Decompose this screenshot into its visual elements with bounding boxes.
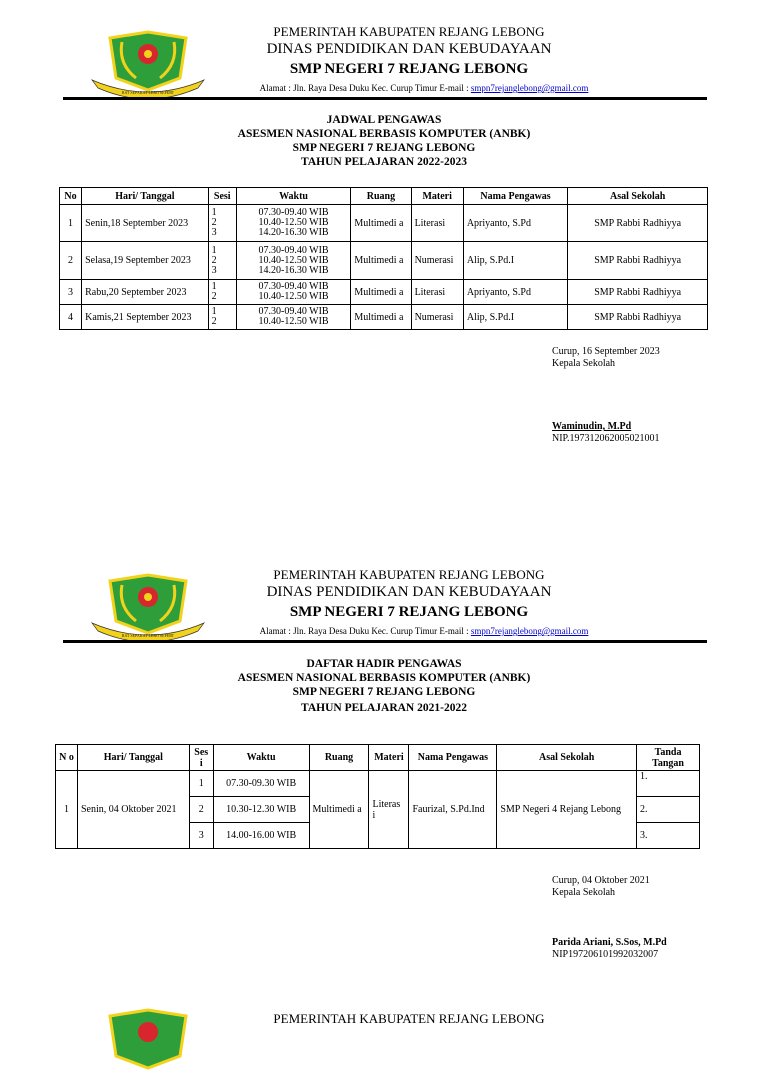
col-header: Ruang — [351, 188, 411, 205]
signer-role: Kepala Sekolah — [552, 358, 616, 369]
cell-no: 3 — [60, 280, 82, 305]
cell-sesi: 1 2 — [208, 305, 236, 330]
cell-waktu: 07.30-09.40 WIB 10.40-12.50 WIB 14.20-16.30 WIB — [236, 242, 351, 280]
table-row — [60, 205, 708, 242]
email-link[interactable]: smpn7rejanglebong@gmail.com — [470, 626, 589, 636]
doc1-title-line: ASESMEN NASIONAL BERBASIS KOMPUTER (ANBK) — [237, 128, 531, 140]
address-line — [0, 626, 768, 636]
col-header: Waktu — [236, 188, 351, 205]
cell-materi: Literasi — [411, 205, 463, 242]
cell-sekolah: SMP Rabbi Radhiyya — [568, 305, 708, 330]
gov-line: PEMERINTAH KABUPATEN REJANG LEBONG — [273, 1011, 545, 1026]
cell-ruang: Multimedi a — [351, 242, 411, 280]
cell-sesi: 2 — [189, 797, 213, 823]
cell-waktu: 07.30-09.30 WIB — [213, 771, 309, 797]
cell-materi: Numerasi — [411, 242, 463, 280]
header-rule — [63, 640, 707, 643]
table-row — [60, 242, 708, 280]
cell-sesi: 1 — [189, 771, 213, 797]
col-header: N o — [56, 745, 78, 771]
dept-line: DINAS PENDIDIKAN DAN KEBUDAYAAN — [266, 584, 552, 600]
doc2-title-line: TAHUN PELAJARAN 2021-2022 — [301, 702, 467, 714]
col-header: Hari/ Tanggal — [82, 188, 209, 205]
doc2-title-line: DAFTAR HADIR PENGAWAS — [306, 658, 462, 670]
school-line: SMP NEGERI 7 REJANG LEBONG — [289, 604, 529, 620]
col-header: Waktu — [213, 745, 309, 771]
col-header: Nama Pengawas — [409, 745, 497, 771]
cell-no: 1 — [60, 205, 82, 242]
col-header: Hari/ Tanggal — [77, 745, 189, 771]
cell-pengawas: Apriyanto, S.Pd — [463, 280, 567, 305]
signer-nip: NIP.197312062005021001 — [552, 433, 660, 444]
cell-ruang: Multimedi a — [351, 205, 411, 242]
signature-block-2 — [552, 875, 650, 899]
col-header: Nama Pengawas — [463, 188, 567, 205]
cell-ttd: 2. — [637, 797, 700, 823]
dept-line: DINAS PENDIDIKAN DAN KEBUDAYAAN — [266, 41, 552, 57]
cell-hari: Senin,18 September 2023 — [82, 205, 209, 242]
cell-waktu: 07.30-09.40 WIB 10.40-12.50 WIB — [236, 305, 351, 330]
signer-name: Parida Ariani, S.Sos, M.Pd — [552, 937, 667, 948]
table-row — [56, 771, 700, 797]
cell-pengawas: Alip, S.Pd.I — [463, 305, 567, 330]
cell-ruang: Multimedi a — [309, 771, 369, 849]
cell-waktu: 07.30-09.40 WIB 10.40-12.50 WIB — [236, 280, 351, 305]
signer-block-1 — [552, 421, 660, 445]
cell-hari: Kamis,21 September 2023 — [82, 305, 209, 330]
address-line — [0, 83, 768, 93]
cell-hari: Rabu,20 September 2023 — [82, 280, 209, 305]
svg-text:RAT SEPAKAT LEBO SEPERT: RAT SEPAKAT LEBO SEPERT — [121, 633, 175, 638]
place-date: Curup, 16 September 2023 — [552, 346, 660, 357]
doc1-title-line: JADWAL PENGAWAS — [326, 114, 442, 126]
cell-waktu: 14.00-16.00 WIB — [213, 823, 309, 849]
cell-materi: Numerasi — [411, 305, 463, 330]
cell-no: 1 — [56, 771, 78, 849]
col-header: Materi — [369, 745, 409, 771]
cell-no: 2 — [60, 242, 82, 280]
col-header: Sesi — [208, 188, 236, 205]
signer-role: Kepala Sekolah — [552, 887, 616, 898]
doc1-title-line: SMP NEGERI 7 REJANG LEBONG — [292, 142, 476, 154]
header-rule — [63, 97, 707, 100]
gov-line: PEMERINTAH KABUPATEN REJANG LEBONG — [273, 24, 545, 39]
signature-block-1 — [552, 346, 660, 370]
cell-waktu: 07.30-09.40 WIB 10.40-12.50 WIB 14.20-16.30 WIB — [236, 205, 351, 242]
cell-materi: Literasi — [411, 280, 463, 305]
cell-sekolah: SMP Rabbi Radhiyya — [568, 280, 708, 305]
doc1-title-line: TAHUN PELAJARAN 2022-2023 — [301, 156, 467, 168]
cell-pengawas: Alip, S.Pd.I — [463, 242, 567, 280]
cell-no: 4 — [60, 305, 82, 330]
cell-ttd: 1. — [637, 771, 700, 797]
address-text: Alamat : Jln. Raya Desa Duku Kec. Curup Timur E-mail : — [259, 626, 471, 636]
cell-ruang: Multimedi a — [351, 280, 411, 305]
col-header: Asal Sekolah — [568, 188, 708, 205]
svg-text:RAT SEPAKAT LEBO SEPERT: RAT SEPAKAT LEBO SEPERT — [121, 90, 175, 95]
doc2-title-line: SMP NEGERI 7 REJANG LEBONG — [292, 686, 476, 698]
signer-nip: NIP197206101992032007 — [552, 949, 659, 960]
cell-sesi: 1 2 3 — [208, 242, 236, 280]
signer-name: Waminudin, M.Pd — [552, 421, 632, 432]
cell-waktu: 10.30-12.30 WIB — [213, 797, 309, 823]
doc2-title-line: ASESMEN NASIONAL BERBASIS KOMPUTER (ANBK) — [237, 672, 531, 684]
address-text: Alamat : Jln. Raya Desa Duku Kec. Curup Timur E-mail : — [259, 83, 471, 93]
cell-sekolah: SMP Rabbi Radhiyya — [568, 242, 708, 280]
col-header: Tanda Tangan — [637, 745, 700, 771]
schedule-table — [59, 187, 708, 330]
cell-pengawas: Apriyanto, S.Pd — [463, 205, 567, 242]
table-row — [60, 305, 708, 330]
cell-sesi: 1 2 3 — [208, 205, 236, 242]
col-header: Materi — [411, 188, 463, 205]
col-header: No — [60, 188, 82, 205]
cell-sesi: 3 — [189, 823, 213, 849]
cell-hari: Selasa,19 September 2023 — [82, 242, 209, 280]
cell-hari: Senin, 04 Oktober 2021 — [77, 771, 189, 849]
gov-line: PEMERINTAH KABUPATEN REJANG LEBONG — [273, 567, 545, 582]
cell-sekolah: SMP Negeri 4 Rejang Lebong — [497, 771, 637, 849]
cell-sekolah: SMP Rabbi Radhiyya — [568, 205, 708, 242]
attendance-table — [55, 744, 700, 849]
cell-ruang: Multimedi a — [351, 305, 411, 330]
table-row — [60, 280, 708, 305]
place-date: Curup, 04 Oktober 2021 — [552, 875, 650, 886]
email-link[interactable]: smpn7rejanglebong@gmail.com — [470, 83, 589, 93]
cell-sesi: 1 2 — [208, 280, 236, 305]
col-header: Ruang — [309, 745, 369, 771]
col-header: Asal Sekolah — [497, 745, 637, 771]
col-header: Ses i — [189, 745, 213, 771]
cell-materi: Literas i — [369, 771, 409, 849]
signer-block-2 — [552, 937, 667, 961]
school-line: SMP NEGERI 7 REJANG LEBONG — [289, 61, 529, 77]
cell-ttd: 3. — [637, 823, 700, 849]
cell-pengawas: Faurizal, S.Pd.Ind — [409, 771, 497, 849]
